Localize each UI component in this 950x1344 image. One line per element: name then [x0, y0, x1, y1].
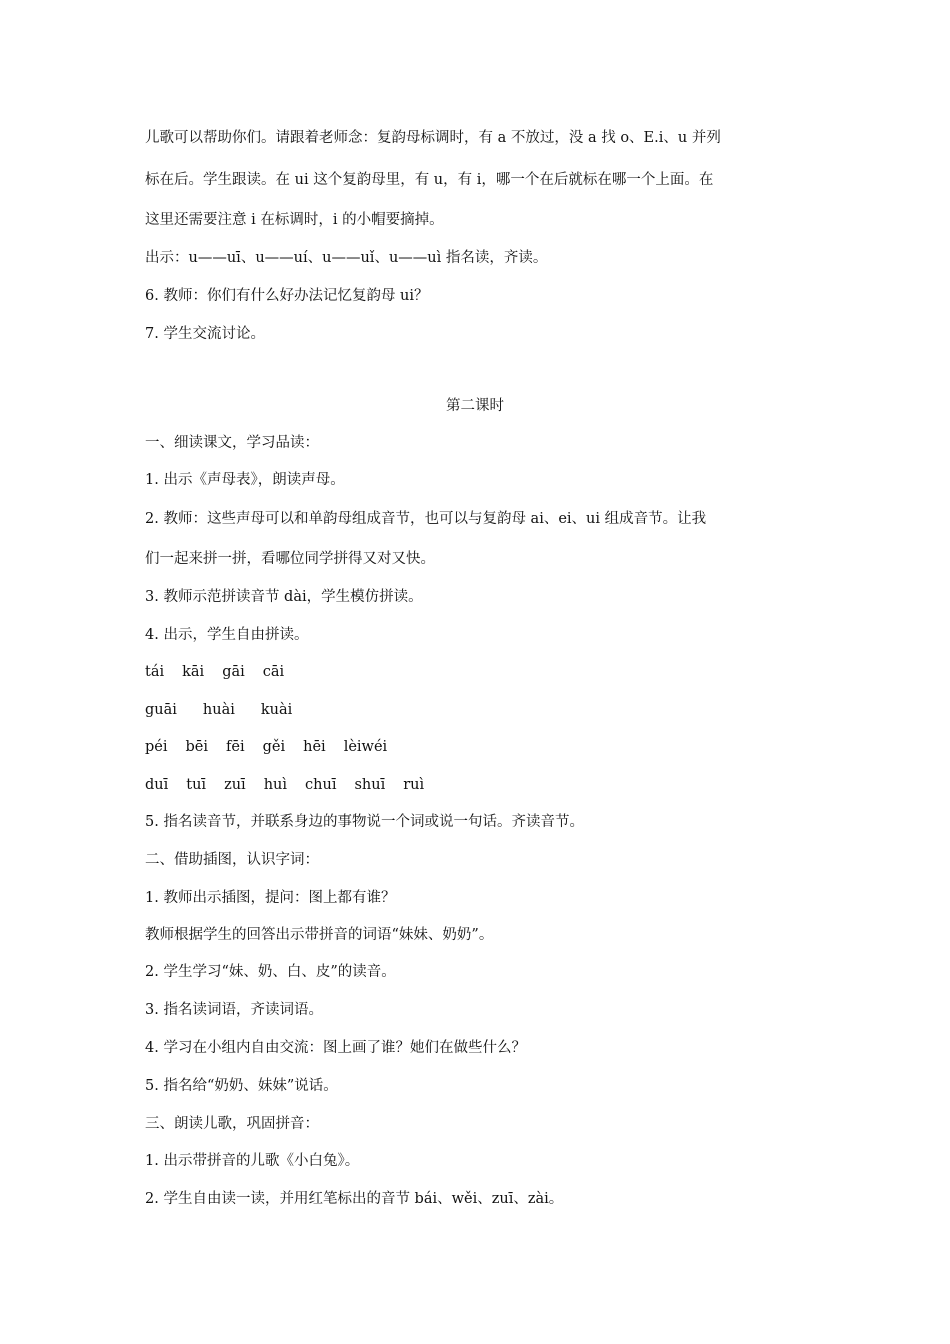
paragraph-line: 标在后。学生跟读。在 ui 这个复韵母里，有 u，有 i，哪一个在后就标在哪一个上面。在: [145, 172, 714, 188]
section-title: 第二课时: [446, 398, 504, 414]
pinyin-syllable: huài: [202, 702, 235, 718]
pinyin-syllable: guāi: [145, 702, 177, 718]
paragraph-line: 4. 学习在小组内自由交流：图上画了谁？她们在做些什么？: [145, 1040, 526, 1056]
pinyin-row-4: [145, 775, 825, 795]
pinyin-syllable: gāi: [222, 664, 245, 680]
pinyin-syllable: lèiwéi: [343, 739, 388, 755]
pinyin-syllable: kāi: [182, 664, 205, 680]
paragraph-line: 4. 出示，学生自由拼读。: [145, 627, 309, 643]
section-heading: 二、借助插图，认识字词：: [145, 852, 319, 868]
paragraph-line: 5. 指名给“奶奶、妹妹”说话。: [145, 1078, 338, 1094]
section-heading: 三、朗读儿歌，巩固拼音：: [145, 1116, 319, 1132]
pinyin-syllable: kuài: [260, 702, 293, 718]
section-heading: 一、细读课文，学习品读：: [145, 435, 319, 451]
paragraph-line: 2. 学生学习“妹、奶、白、皮”的读音。: [145, 964, 396, 980]
paragraph-line: 1. 教师出示插图，提问：图上都有谁？: [145, 890, 396, 906]
pinyin-syllable: huì: [263, 777, 288, 793]
paragraph-line: 3. 指名读词语，齐读词语。: [145, 1002, 323, 1018]
paragraph-line: 5. 指名读音节，并联系身边的事物说一个词或说一句话。齐读音节。: [145, 814, 584, 830]
pinyin-syllable: bēi: [185, 739, 209, 755]
pinyin-syllable: tái: [145, 664, 165, 680]
pinyin-syllable: cāi: [262, 664, 285, 680]
pinyin-row-2: [145, 700, 825, 720]
paragraph-line: 这里还需要注意 i 在标调时，i 的小帽要摘掉。: [145, 212, 444, 228]
pinyin-row-1: [145, 662, 825, 682]
pinyin-syllable: chuī: [305, 777, 337, 793]
paragraph-line: 2. 学生自由读一读，并用红笔标出的音节 bái、wěi、zuī、zài。: [145, 1191, 564, 1207]
paragraph-line: 3. 教师示范拼读音节 dài，学生模仿拼读。: [145, 589, 423, 605]
paragraph-line: 1. 出示带拼音的儿歌《小白兔》。: [145, 1153, 360, 1169]
paragraph-line: 们一起来拼一拼，看哪位同学拼得又对又快。: [145, 551, 435, 567]
pinyin-syllable: duī: [145, 777, 169, 793]
paragraph-line: 出示：u——uī、u——uí、u——uǐ、u——uì 指名读，齐读。: [145, 250, 548, 266]
pinyin-syllable: tuī: [186, 777, 207, 793]
pinyin-row-3: [145, 737, 825, 757]
paragraph-line: 6. 教师：你们有什么好办法记忆复韵母 ui？: [145, 288, 429, 304]
paragraph-line: 7. 学生交流讨论。: [145, 326, 265, 342]
paragraph-line: 儿歌可以帮助你们。请跟着老师念：复韵母标调时，有 a 不放过，没 a 找 o、E.i、u 并列: [145, 130, 721, 146]
pinyin-syllable: shuī: [354, 777, 386, 793]
paragraph-line: 2. 教师：这些声母可以和单韵母组成音节，也可以与复韵母 ai、ei、ui 组成音节。让我: [145, 511, 707, 527]
pinyin-syllable: ruì: [403, 777, 425, 793]
pinyin-syllable: hēi: [303, 739, 326, 755]
pinyin-syllable: zuī: [224, 777, 246, 793]
pinyin-syllable: fēi: [226, 739, 245, 755]
pinyin-syllable: gěi: [262, 739, 286, 755]
paragraph-line: 1. 出示《声母表》，朗读声母。: [145, 472, 345, 488]
pinyin-syllable: péi: [145, 739, 168, 755]
paragraph-line: 教师根据学生的回答出示带拼音的词语“妹妹、奶奶”。: [145, 927, 494, 943]
